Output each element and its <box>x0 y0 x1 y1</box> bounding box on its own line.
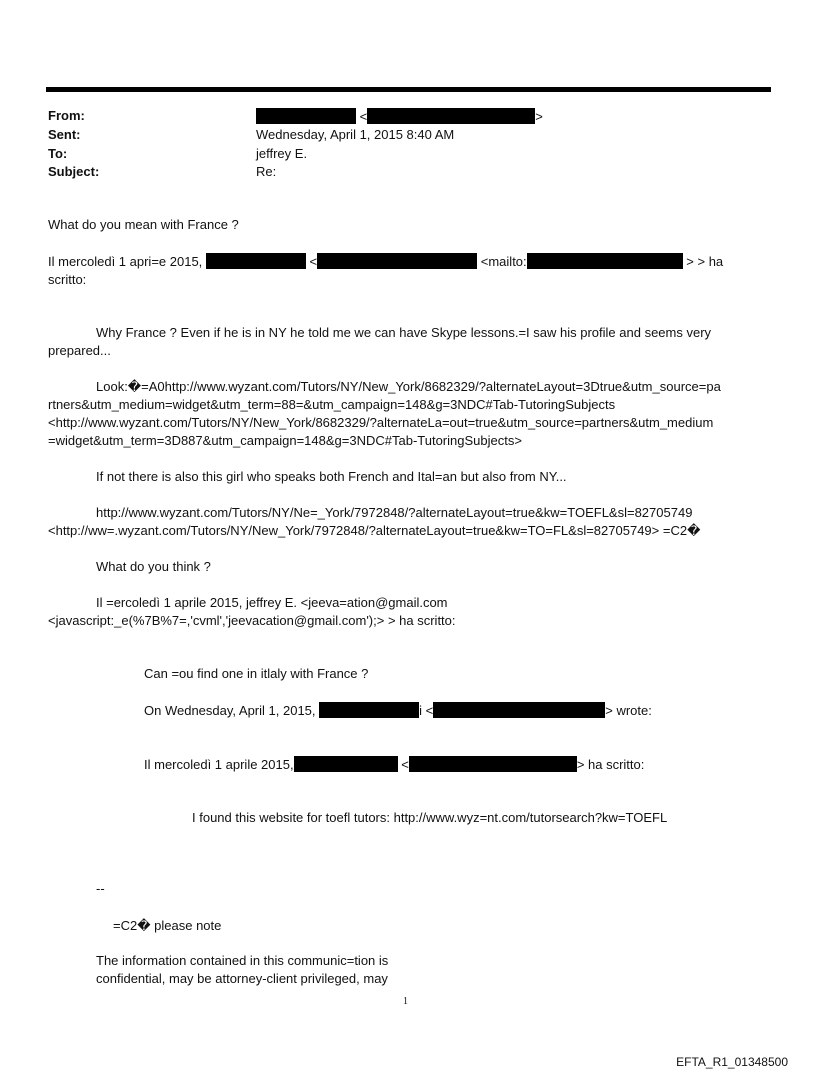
body-line <box>48 253 723 271</box>
scritto-intro: Il mercoledì 1 aprile 2015, <box>144 757 294 772</box>
from-lt: < <box>359 109 368 124</box>
body-line: =C2� please note <box>113 918 222 933</box>
to-label: To: <box>48 146 68 161</box>
redaction-box <box>433 702 605 718</box>
redaction-box <box>367 108 535 124</box>
body-line: <http://ww=.wyzant.com/Tutors/NY/New_York/7972848/?alternateLayout=true&kw=TO=FL&sl=82705749> =C2� <box>48 523 701 538</box>
redaction-box <box>409 756 577 772</box>
redaction-box <box>256 108 356 124</box>
subject-value: Re: <box>256 164 277 179</box>
body-line: =widget&utm_term=3D887&utm_campaign=148&g=3NDC#Tab-TutoringSubjects> <box>48 433 522 448</box>
redaction-box <box>206 253 306 269</box>
page-number: 1 <box>403 996 408 1007</box>
body-line <box>144 702 652 720</box>
body-line: Il =ercoledì 1 aprile 2015, jeffrey E. <jeeva=ation@gmail.com <box>96 595 448 610</box>
from-label: From: <box>48 108 85 123</box>
body-line: The information contained in this communic=tion is <box>96 953 389 968</box>
wrote-lt: i < <box>419 703 434 718</box>
redaction-box <box>319 702 419 718</box>
body-line: prepared... <box>48 343 111 358</box>
bates-number: EFTA_R1_01348500 <box>676 1055 788 1069</box>
body-line: Look:�=A0http://www.wyzant.com/Tutors/NY/New_York/8682329/?alternateLayout=3Dtrue&utm_source=pa <box>96 379 721 394</box>
quote-intro: Il mercoledì 1 apri=e 2015, <box>48 254 203 269</box>
header-rule <box>46 87 771 92</box>
body-line: <javascript:_e(%7B%7=,'cvml','jeevacation@gmail.com');> > ha scritto: <box>48 613 456 628</box>
body-line: Can =ou find one in itlaly with France ? <box>144 666 369 681</box>
sent-label: Sent: <box>48 127 81 142</box>
scritto-lt: < <box>401 757 409 772</box>
body-line: Why France ? Even if he is in NY he told me we can have Skype lessons.=I saw his profile and seems very <box>96 325 712 340</box>
body-line: What do you think ? <box>96 559 211 574</box>
from-gt: > <box>535 109 543 124</box>
from-value <box>256 108 543 124</box>
body-line: scritto: <box>48 272 87 287</box>
to-value: jeffrey E. <box>256 146 308 161</box>
body-line: I found this website for toefl tutors: http://www.wyz=nt.com/tutorsearch?kw=TOEFL <box>192 810 668 825</box>
redaction-box <box>317 253 477 269</box>
wrote-intro: On Wednesday, April 1, 2015, <box>144 703 316 718</box>
signature-separator: -- <box>96 881 105 896</box>
wrote-end: > wrote: <box>605 703 652 718</box>
body-line: <http://www.wyzant.com/Tutors/NY/New_York/8682329/?alternateLa=out=true&utm_source=partners&utm_medium <box>48 415 714 430</box>
subject-label: Subject: <box>48 164 100 179</box>
body-line: What do you mean with France ? <box>48 217 239 232</box>
sent-value: Wednesday, April 1, 2015 8:40 AM <box>256 127 455 142</box>
redaction-box <box>294 756 398 772</box>
quote-mailto: <mailto: <box>480 254 527 269</box>
quote-lt: < <box>309 254 318 269</box>
scritto-end: > ha scritto: <box>576 757 645 772</box>
body-line <box>144 756 644 774</box>
redaction-box <box>527 253 683 269</box>
body-line: confidential, may be attorney-client privileged, may <box>96 971 388 986</box>
body-line: If not there is also this girl who speaks both French and Ital=an but also from NY... <box>96 469 567 484</box>
quote-end: > > ha <box>686 254 724 269</box>
body-line: http://www.wyzant.com/Tutors/NY/Ne=_York/7972848/?alternateLayout=true&kw=TOEFL&sl=82705749 <box>96 505 693 520</box>
body-line: rtners&utm_medium=widget&utm_term=88=&utm_campaign=148&g=3NDC#Tab-TutoringSubjects <box>48 397 616 412</box>
